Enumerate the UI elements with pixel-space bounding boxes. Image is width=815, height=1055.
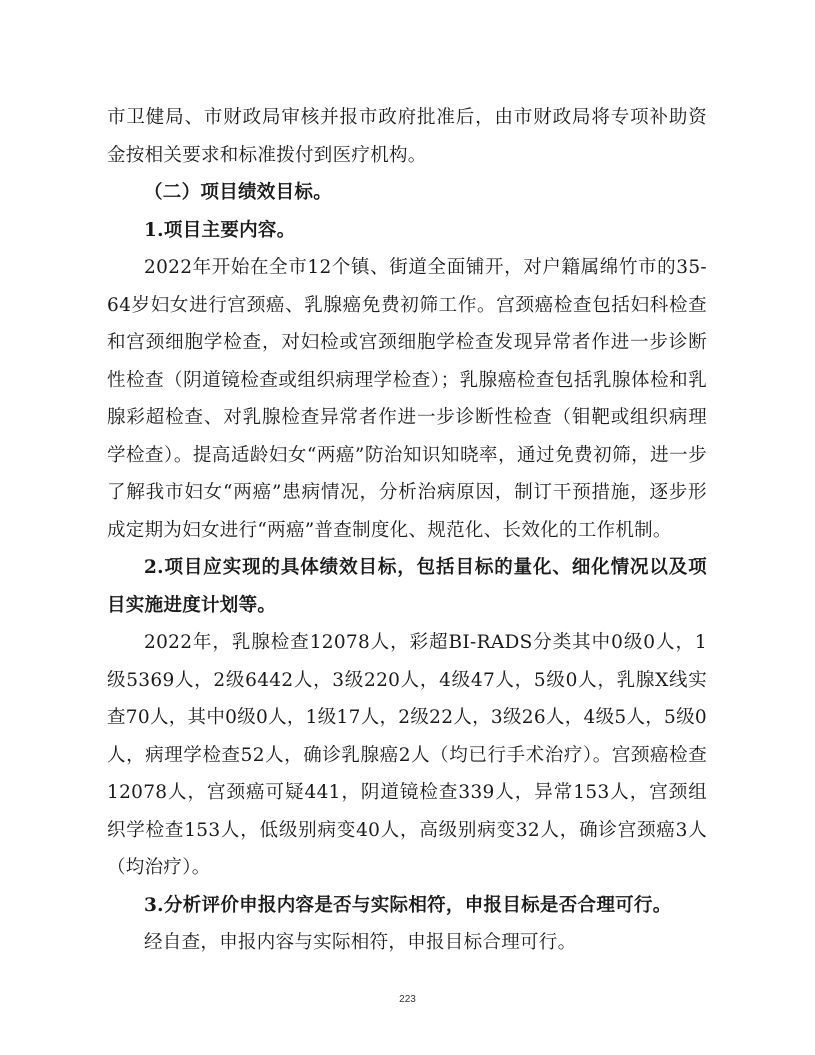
heading-main-content: 1.项目主要内容。 bbox=[144, 219, 296, 241]
page-number: 223 bbox=[399, 994, 416, 1005]
heading-project-performance-goals: （二）项目绩效目标。 bbox=[144, 182, 333, 203]
heading-specific-targets: 2.项目应实现的具体绩效目标，包括目标的量化、细化情况以及项目实施进度计划等。 bbox=[107, 557, 707, 616]
paragraph-screening-results: 2022年，乳腺检查12078人，彩超BI-RADS分类其中0级0人，1级5369人，2级6442人，3级220人，4级47人，5级0人，乳腺X线实查70人，其中0级0人，1级17人，2级22人，3级26人，4级5人，5级0人，病理学检查52人，确诊乳腺癌2人（均已行手术治疗）。宫颈癌检查12078人，宫颈癌可疑441，阴道镜检查339人，异常153人，宫颈组织学检查153人，低级别病变40人，高级别病变32人，确诊宫颈癌3人（均治疗）。 bbox=[107, 632, 707, 878]
paragraph-self-check: 经自查，申报内容与实际相符，申报目标合理可行。 bbox=[144, 932, 577, 953]
heading-evaluation: 3.分析评价申报内容是否与实际相符，申报目标是否合理可行。 bbox=[144, 894, 672, 916]
paragraph-main-content: 2022年开始在全市12个镇、街道全面铺开，对户籍属绵竹市的35-64岁妇女进行宫颈癌、乳腺癌免费初筛工作。宫颈癌检查包括妇科检查和宫颈细胞学检查，对妇检或宫颈细胞学检查发现异常者作进一步诊断性检查（阴道镜检查或组织病理学检查）；乳腺癌检查包括乳腺体检和乳腺彩超检查、对乳腺检查异常者作进一步诊断性检查（钼靶或组织病理学检查）。提高适龄妇女“两癌”防治知识知晓率，通过免费初筛，进一步了解我市妇女“两癌”患病情况，分析治病原因，制订干预措施，逐步形成定期为妇女进行“两癌”普查制度化、规范化、长效化的工作机制。 bbox=[107, 257, 707, 541]
document-body bbox=[107, 99, 707, 962]
paragraph-funding-disbursement: 市卫健局、市财政局审核并报市政府批准后，由市财政局将专项补助资金按相关要求和标准拨付到医疗机构。 bbox=[107, 107, 707, 166]
